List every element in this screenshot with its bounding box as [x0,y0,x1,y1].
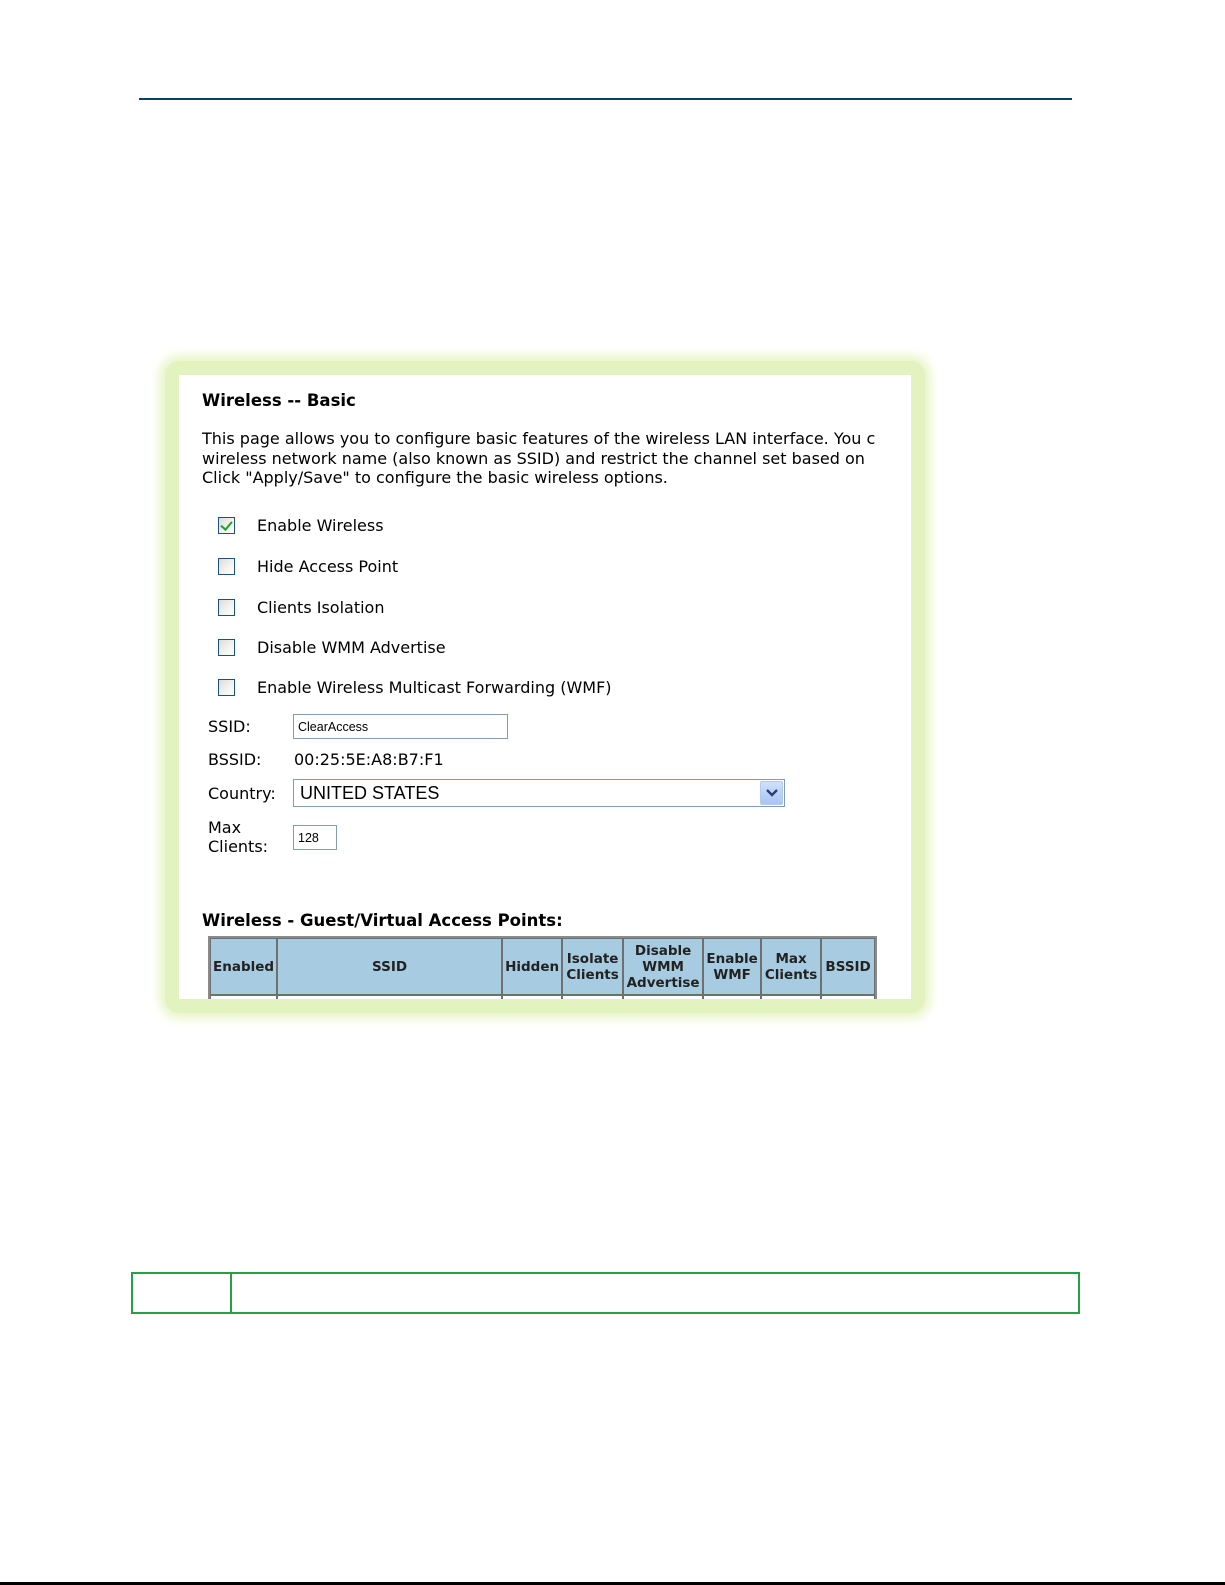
table-row [210,995,875,999]
column-header-disable-wmm: Disable WMM Advertise [623,938,703,995]
caption-table [131,1272,1080,1314]
ssid-label: SSID: [208,717,251,736]
option-label: Disable WMM Advertise [257,637,446,657]
bssid-value: 00:25:5E:A8:B7:F1 [294,750,444,769]
caption-cell [232,1274,1078,1312]
column-header-enable-wmf: Enable WMF [703,938,761,995]
max-clients-label: Max [208,818,242,837]
option-label: Enable Wireless [257,515,384,535]
table-header-row [210,938,875,995]
chevron-down-icon[interactable] [760,781,783,805]
max-clients-label: Clients: [208,837,269,856]
column-header-isolate-clients: Isolate Clients [562,938,623,995]
table-cell [562,995,623,999]
ssid-input[interactable]: ClearAccess [293,714,508,739]
guest-ap-table [208,936,877,999]
table-cell [703,995,761,999]
clients-isolation-checkbox[interactable] [218,599,235,616]
header-rule [139,98,1072,100]
panel-description [202,429,875,488]
panel-title: Wireless -- Basic [202,391,356,410]
option-clients-isolation[interactable] [218,596,384,618]
column-header-max-clients: Max Clients [761,938,821,995]
country-selected-value: UNITED STATES [300,783,440,803]
description-line: wireless network name (also known as SSID) and restrict the channel set based on [202,448,865,468]
table-cell [623,995,703,999]
option-hide-access-point[interactable] [218,555,398,577]
description-line: This page allows you to configure basic features of the wireless LAN interface. You c [202,429,876,448]
description-line: Click "Apply/Save" to configure the basic wireless options. [202,468,668,487]
option-enable-wmf[interactable] [218,676,612,698]
option-label: Clients Isolation [257,597,385,617]
option-disable-wmm[interactable] [218,636,446,658]
guest-ap-title: Wireless - Guest/Virtual Access Points: [202,911,563,930]
hide-access-point-checkbox[interactable] [218,558,235,575]
column-header-ssid: SSID [277,938,502,995]
router-screenshot [179,375,911,999]
bssid-label: BSSID: [208,750,262,769]
table-cell [210,995,277,999]
column-header-bssid: BSSID [821,938,875,995]
column-header-enabled: Enabled [210,938,277,995]
country-label: Country: [208,784,276,803]
max-clients-input[interactable]: 128 [293,825,337,850]
option-enable-wireless[interactable] [218,514,384,536]
enable-wmf-checkbox[interactable] [218,679,235,696]
option-label: Hide Access Point [257,556,399,576]
table-cell [761,995,821,999]
column-header-hidden: Hidden [502,938,562,995]
table-cell [502,995,562,999]
disable-wmm-checkbox[interactable] [218,639,235,656]
table-cell [821,995,875,999]
country-select[interactable] [293,779,785,807]
enable-wireless-checkbox[interactable] [218,517,235,534]
option-label: Enable Wireless Multicast Forwarding (WMF) [257,677,612,697]
table-cell [277,995,502,999]
caption-cell [133,1274,232,1312]
